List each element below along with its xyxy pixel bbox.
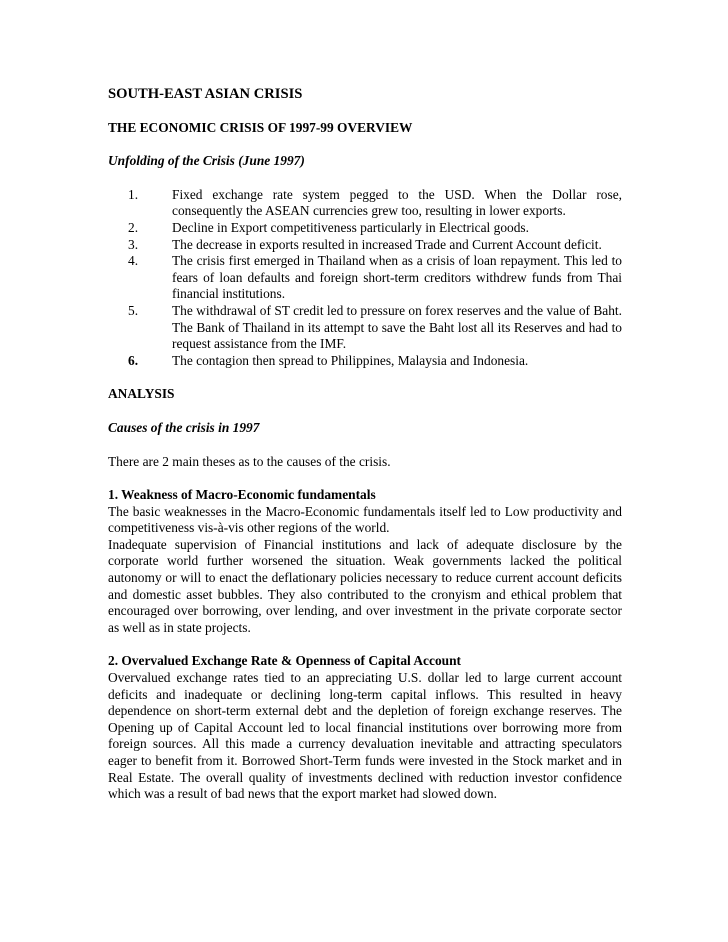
list-item-number: 3. — [128, 236, 139, 252]
section2-title: 2. Overvalued Exchange Rate & Openness of Capital Account — [108, 653, 461, 669]
list-item — [108, 220, 622, 237]
causes-heading: Causes of the crisis in 1997 — [108, 419, 260, 435]
list-item-text: Decline in Export competitiveness particularly in Electrical goods. — [172, 219, 529, 235]
document-title: SOUTH-EAST ASIAN CRISIS — [108, 86, 303, 102]
list-item-number: 6. — [128, 352, 139, 368]
list-item-text: The crisis first emerged in Thailand when as a crisis of loan repayment. This led to fears of loan defaults and foreign short-term creditors withdrew funds from Thai financial institutions. — [172, 253, 622, 302]
unfolding-list — [108, 187, 622, 370]
list-item-text: Fixed exchange rate system pegged to the USD. When the Dollar rose, consequently the ASEAN currencies grew too, resulting in lower exports. — [172, 186, 622, 219]
overview-heading: THE ECONOMIC CRISIS OF 1997-99 OVERVIEW — [108, 119, 413, 135]
analysis-heading: ANALYSIS — [108, 386, 175, 402]
list-item — [108, 303, 622, 353]
list-item-number: 1. — [128, 186, 139, 202]
section1-title: 1. Weakness of Macro-Economic fundamentals — [108, 487, 376, 503]
document-page — [108, 86, 622, 803]
list-item-text: The decrease in exports resulted in increased Trade and Current Account deficit. — [172, 236, 602, 252]
section2-paragraph: Overvalued exchange rates tied to an appreciating U.S. dollar led to large current account deficits and inadequate or declining long-term capital inflows. This resulted in heavy dependence on short-term external debt and the depletion of foreign exchange reserves. The Opening up of Capital Account led to local financial institutions over borrowing more from foreign sources. All this made a currency devaluation inevitable and attracting speculators eager to benefit from it. Borrowed Short-Term funds were invested in the Stock market and in Real Estate. The overall quality of investments declined with reduction investor confidence which was a result of bad news that the export market had slowed down. — [108, 670, 622, 802]
list-item-text: The contagion then spread to Philippines, Malaysia and Indonesia. — [172, 352, 529, 368]
list-item-number: 4. — [128, 253, 139, 269]
list-item-number: 2. — [128, 219, 139, 235]
list-item — [108, 187, 622, 220]
list-item-text: The withdrawal of ST credit led to pressure on forex reserves and the value of Baht. The Bank of Thailand in its attempt to save the Baht lost all its Reserves and had to request assistance from the IMF. — [172, 302, 622, 352]
unfolding-heading: Unfolding of the Crisis (June 1997) — [108, 153, 305, 169]
list-item-number: 5. — [128, 302, 139, 318]
list-item — [108, 353, 622, 370]
list-item — [108, 237, 622, 254]
section1-paragraph: The basic weaknesses in the Macro-Economic fundamentals itself led to Low productivity and competitiveness vis-à-vis other regions of the world. — [108, 503, 622, 536]
intro-paragraph: There are 2 main theses as to the causes of the crisis. — [108, 453, 391, 469]
list-item — [108, 253, 622, 303]
section1-paragraph: Inadequate supervision of Financial institutions and lack of adequate disclosure by the corporate world further worsened the situation. Weak governments lacked the political autonomy or will to enact the deflationary policies necessary to reduce current account deficits and domestic asset bubbles. They also contributed to the cronyism and ethical problem that encouraged over borrowing, over lending, and over investment in the private corporate sector as well as in state projects. — [108, 536, 622, 635]
